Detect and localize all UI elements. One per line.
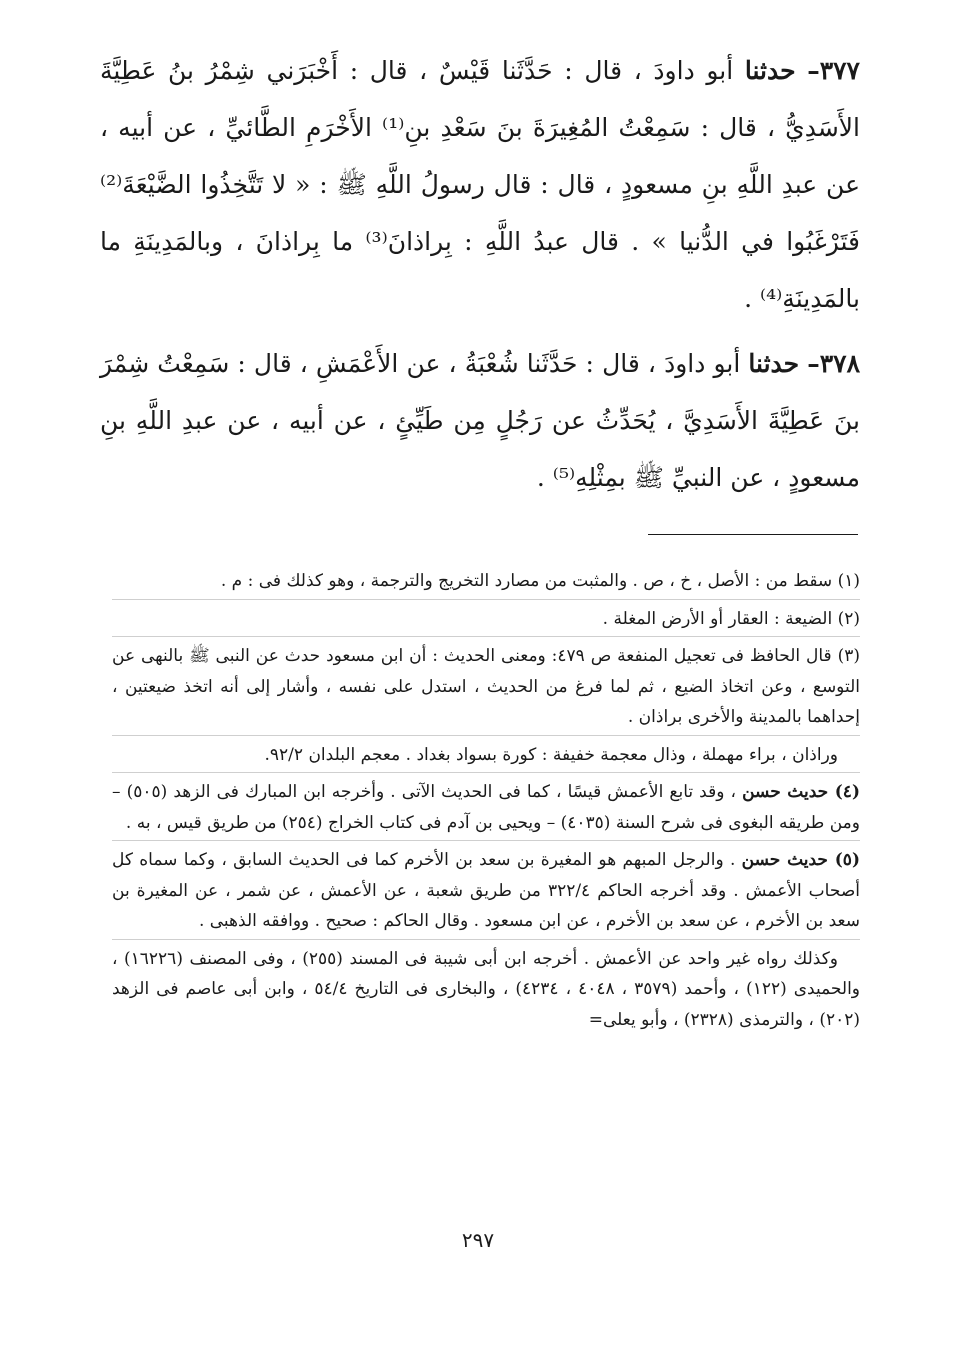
footnote-4 [112, 777, 860, 838]
footnotes [112, 566, 860, 1035]
main-text [100, 42, 860, 514]
hadith-lead: حدثنا [744, 56, 796, 85]
hadith-378 [100, 335, 860, 506]
hadith-number: ٣٧٨– [807, 349, 861, 378]
hadith-number: ٣٧٧– [807, 56, 860, 85]
grading-label: (٥) حديث حسن [741, 850, 860, 870]
footnote-text: ، وقد تابع الأعمش قيسًا ، كما فى الحديث الآتى . وأخرجه ابن المبارك فى الزهد (٥٠٥) – ومن طريقه البغوى فى شرح السنة (٤٠٣٥) – ويحيى بن آدم فى كتاب الخراج (٢٥٤) من طريق قيس ، به . [112, 782, 860, 833]
footnote-separator [112, 599, 860, 600]
footnote-divider [648, 534, 858, 535]
hadith-lead: حدثنا [748, 349, 800, 378]
footnote-3-continuation: وراذان ، براء مهملة ، وذال معجمة خفيفة : كورة بسواد بغداد . معجم البلدان ٩٢/٢. [264, 744, 838, 765]
footnote-separator [112, 772, 860, 773]
footnote-separator [112, 636, 860, 637]
footnote-text: . والرجل المبهم هو المغيرة بن سعد بن الأخرم كما فى الحديث السابق ، وكما سماه كل أصحاب الأعمش . وقد أخرجه الحاكم ٣٢٢/٤ من طريق شعبة ، عن الأعمش ، عن شمر ، عن المغيرة بن سعد بن الأخرم ، عن سعد بن الأخرم ، عن ابن مسعود . وقال الحاكم : صحيح . ووافقه الذهبى . [112, 850, 860, 931]
footnote-2: (٢) الضيعة : العقار أو الأرض المغلة . [602, 608, 860, 629]
grading-label: (٤) حديث حسن [742, 782, 860, 802]
hadith-377 [100, 42, 860, 327]
footnote-separator [112, 840, 860, 841]
hadith-text: أبو داودَ ، قال : حَدَّثَنا شُعْبَةُ ، عن الأَعْمَشِ ، قال : سَمِعْتُ شِمْرَ بنَ عَطِيَّةَ الأَسَدِيَّ ، يُحَدِّثُ عن رَجُلٍ مِن طَيِّئٍ ، عن أبيه ، عن عبدِ اللَّهِ بنِ مسعودٍ ، عن النبيِّ ﷺ بمِثْلِهِ⁽⁵⁾ . [100, 349, 860, 492]
footnote-5-continuation: وكذلك رواه غير واحد عن الأعمش . أخرجه ابن أبى شيبة فى المسند (٢٥٥) ، وفى المصنف (١٦٢٢٦) ، والحميدى (١٢٢) ، وأحمد (٣٥٧٩ ، ٤٠٤٨ ، ٤٢٣٤) ، والبخارى فى التاريخ ٥٤/٤ ، وابن أبى عاصم فى الزهد (٢٠٢) ، والترمذى (٢٣٢٨) ، وأبو يعلى= [112, 948, 861, 1030]
footnote-separator [112, 939, 860, 940]
hadith-text: أبو داودَ ، قال : حَدَّثَنا قَيْسٌ ، قال : أَخْبَرَني شِمْرُ بنُ عَطِيَّةَ الأَسَدِيُّ ، قال : سَمِعْتُ المُغِيرَةَ بنَ سَعْدِ بنِ⁽¹⁾ الأَخْرَمِ الطَّائيِّ ، عن أبيه ، عن عبدِ اللَّهِ بنِ مسعودٍ ، قال : قال رسولُ اللَّهِ ﷺ : « لا تَتَّخِذُوا الضَّيْعَةَ⁽²⁾ فَتَرْغَبُوا في الدُّنيا » . قال عبدُ اللَّهِ : بِراذانَ⁽³⁾ ما بِراذانَ ، وبالمَدِينَةِ ما بالمَدِينَةِ⁽⁴⁾ . [100, 56, 861, 313]
footnote-separator [112, 735, 860, 736]
footnote-5 [112, 845, 860, 937]
footnote-3: (٣) قال الحافظ فى تعجيل المنفعة ص ٤٧٩: ومعنى الحديث : أن ابن مسعود حدث عن النبى ﷺ بالنهى عن التوسع ، وعن اتخاذ الضيع ، ثم لما فرغ من الحديث ، استدل على نفسه ، وأشار إلى أنه اتخذ ضيعتين ، إحداهما بالمدينة والأخرى براذان . [112, 646, 860, 727]
page-number: ٢٩٧ [461, 1228, 495, 1252]
footnote-1: (١) سقط من : الأصل ، خ ، ص . والمثبت من مصارد التخريج والترجمة ، وهو كذلك فى : م . [220, 571, 860, 591]
